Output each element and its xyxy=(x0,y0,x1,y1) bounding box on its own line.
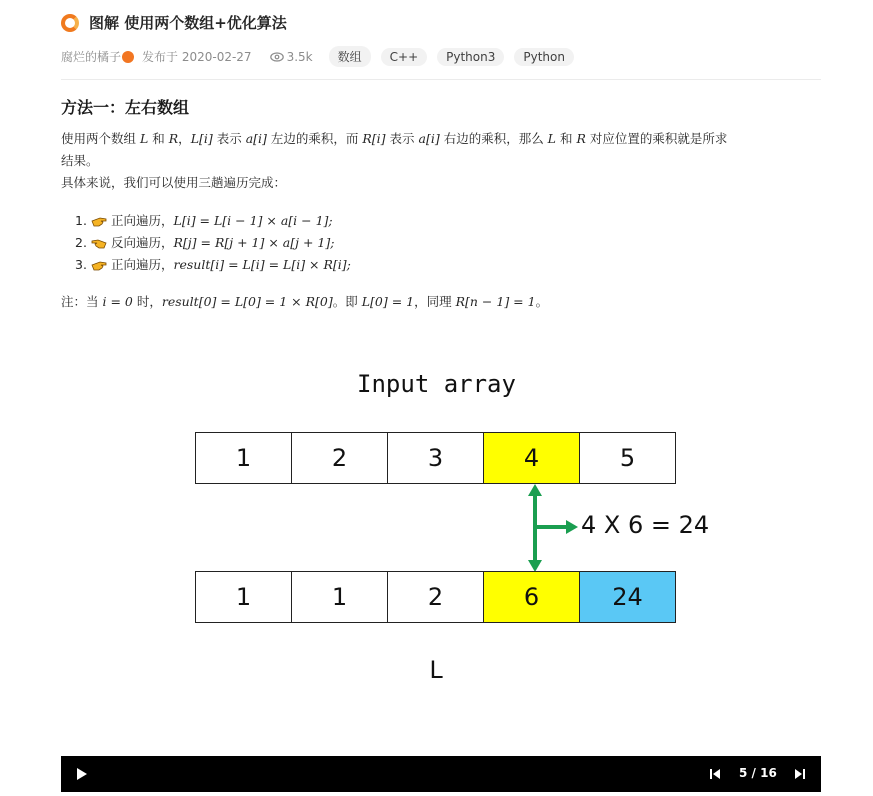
input-array xyxy=(195,432,675,484)
text: ， xyxy=(178,131,191,146)
input-cell-highlighted: 4 xyxy=(483,432,580,484)
article-header xyxy=(61,12,287,33)
text: 左边的乘积，而 xyxy=(266,131,363,146)
arrows xyxy=(520,484,580,574)
step-formula: L[i] = L[i − 1] × a[i − 1]; xyxy=(173,213,333,228)
author-link[interactable]: 腐烂的橘子 xyxy=(61,50,122,64)
math-Ri: R[i] xyxy=(362,131,386,146)
math-ai: a[i] xyxy=(245,131,267,146)
text: 时， xyxy=(132,294,162,309)
text: 表示 xyxy=(212,131,246,146)
equation-label: 4 X 6 = 24 xyxy=(581,511,710,539)
math: result[0] = L[0] = 1 × R[0] xyxy=(161,294,333,309)
tag-python[interactable]: Python xyxy=(514,48,574,66)
text: 和 xyxy=(148,131,169,146)
tag-array[interactable]: 数组 xyxy=(329,46,371,67)
diagram-title: Input array xyxy=(357,370,516,398)
tag-python3[interactable]: Python3 xyxy=(437,48,504,66)
pointing-right-hand-icon xyxy=(91,260,107,271)
step-label: 反向遍历， xyxy=(111,235,174,250)
text: 注：当 xyxy=(61,294,103,309)
text: 右边的乘积，那么 xyxy=(439,131,548,146)
step-formula: R[j] = R[j + 1] × a[j + 1]; xyxy=(173,235,335,250)
leetcode-logo-icon xyxy=(61,14,79,32)
steps-list xyxy=(75,210,351,276)
pointing-left-hand-icon xyxy=(91,238,107,249)
math-R: R xyxy=(576,131,586,146)
math-Li: L[i] xyxy=(190,131,213,146)
L-array xyxy=(195,571,675,623)
text: 结果。 xyxy=(61,153,99,168)
step-number: 2. xyxy=(75,235,87,250)
previous-slide-button[interactable] xyxy=(709,768,721,780)
L-cell-result: 24 xyxy=(579,571,676,623)
step-number: 1. xyxy=(75,213,87,228)
play-button[interactable] xyxy=(77,768,87,780)
math-R: R xyxy=(168,131,179,146)
step-number: 3. xyxy=(75,257,87,272)
up-arrow-head xyxy=(528,484,542,496)
list-item xyxy=(75,232,351,254)
pointing-right-hand-icon xyxy=(91,216,107,227)
array-label: L xyxy=(429,656,444,684)
paragraph-intro xyxy=(61,128,821,194)
note xyxy=(61,291,548,313)
L-cell: 1 xyxy=(291,571,388,623)
math-L: L xyxy=(547,131,556,146)
text: 。即 xyxy=(332,294,362,309)
eye-icon xyxy=(270,52,284,62)
tag-cpp[interactable]: C++ xyxy=(381,48,428,66)
math-L: L xyxy=(139,131,149,146)
article-title: 图解 使用两个数组+优化算法 xyxy=(89,14,287,32)
author-badge-icon xyxy=(122,51,134,63)
math: i = 0 xyxy=(102,294,133,309)
view-count-value: 3.5k xyxy=(286,49,313,64)
section-heading: 方法一：左右数组 xyxy=(61,98,190,117)
math-ai: a[i] xyxy=(418,131,440,146)
text: 对应位置的乘积就是所求 xyxy=(585,131,728,146)
L-cell: 1 xyxy=(195,571,292,623)
input-cell: 3 xyxy=(387,432,484,484)
slide-counter: 5 / 16 xyxy=(739,766,777,780)
list-item xyxy=(75,254,351,276)
text: ，同理 xyxy=(414,294,456,309)
step-label: 正向遍历， xyxy=(111,213,174,228)
view-count xyxy=(270,50,313,64)
right-arrow-head xyxy=(566,520,578,534)
L-cell-highlighted: 6 xyxy=(483,571,580,623)
math: R[n − 1] = 1 xyxy=(455,294,536,309)
divider xyxy=(61,79,821,80)
input-cell: 1 xyxy=(195,432,292,484)
text: 具体来说，我们可以使用三趟遍历完成： xyxy=(61,175,287,190)
step-formula: result[i] = L[i] = L[i] × R[i]; xyxy=(173,257,351,272)
step-label: 正向遍历， xyxy=(111,257,174,272)
math: L[0] = 1 xyxy=(361,294,415,309)
publish-date: 发布于 2020-02-27 xyxy=(142,50,252,64)
next-slide-button[interactable] xyxy=(794,768,806,780)
text: 。 xyxy=(535,294,549,309)
text: 和 xyxy=(555,131,577,146)
list-item xyxy=(75,210,351,232)
text: 使用两个数组 xyxy=(61,131,140,146)
input-cell: 2 xyxy=(291,432,388,484)
article-meta xyxy=(61,46,584,67)
L-cell: 2 xyxy=(387,571,484,623)
slideshow-player xyxy=(61,756,821,792)
text: 表示 xyxy=(385,131,419,146)
input-cell: 5 xyxy=(579,432,676,484)
